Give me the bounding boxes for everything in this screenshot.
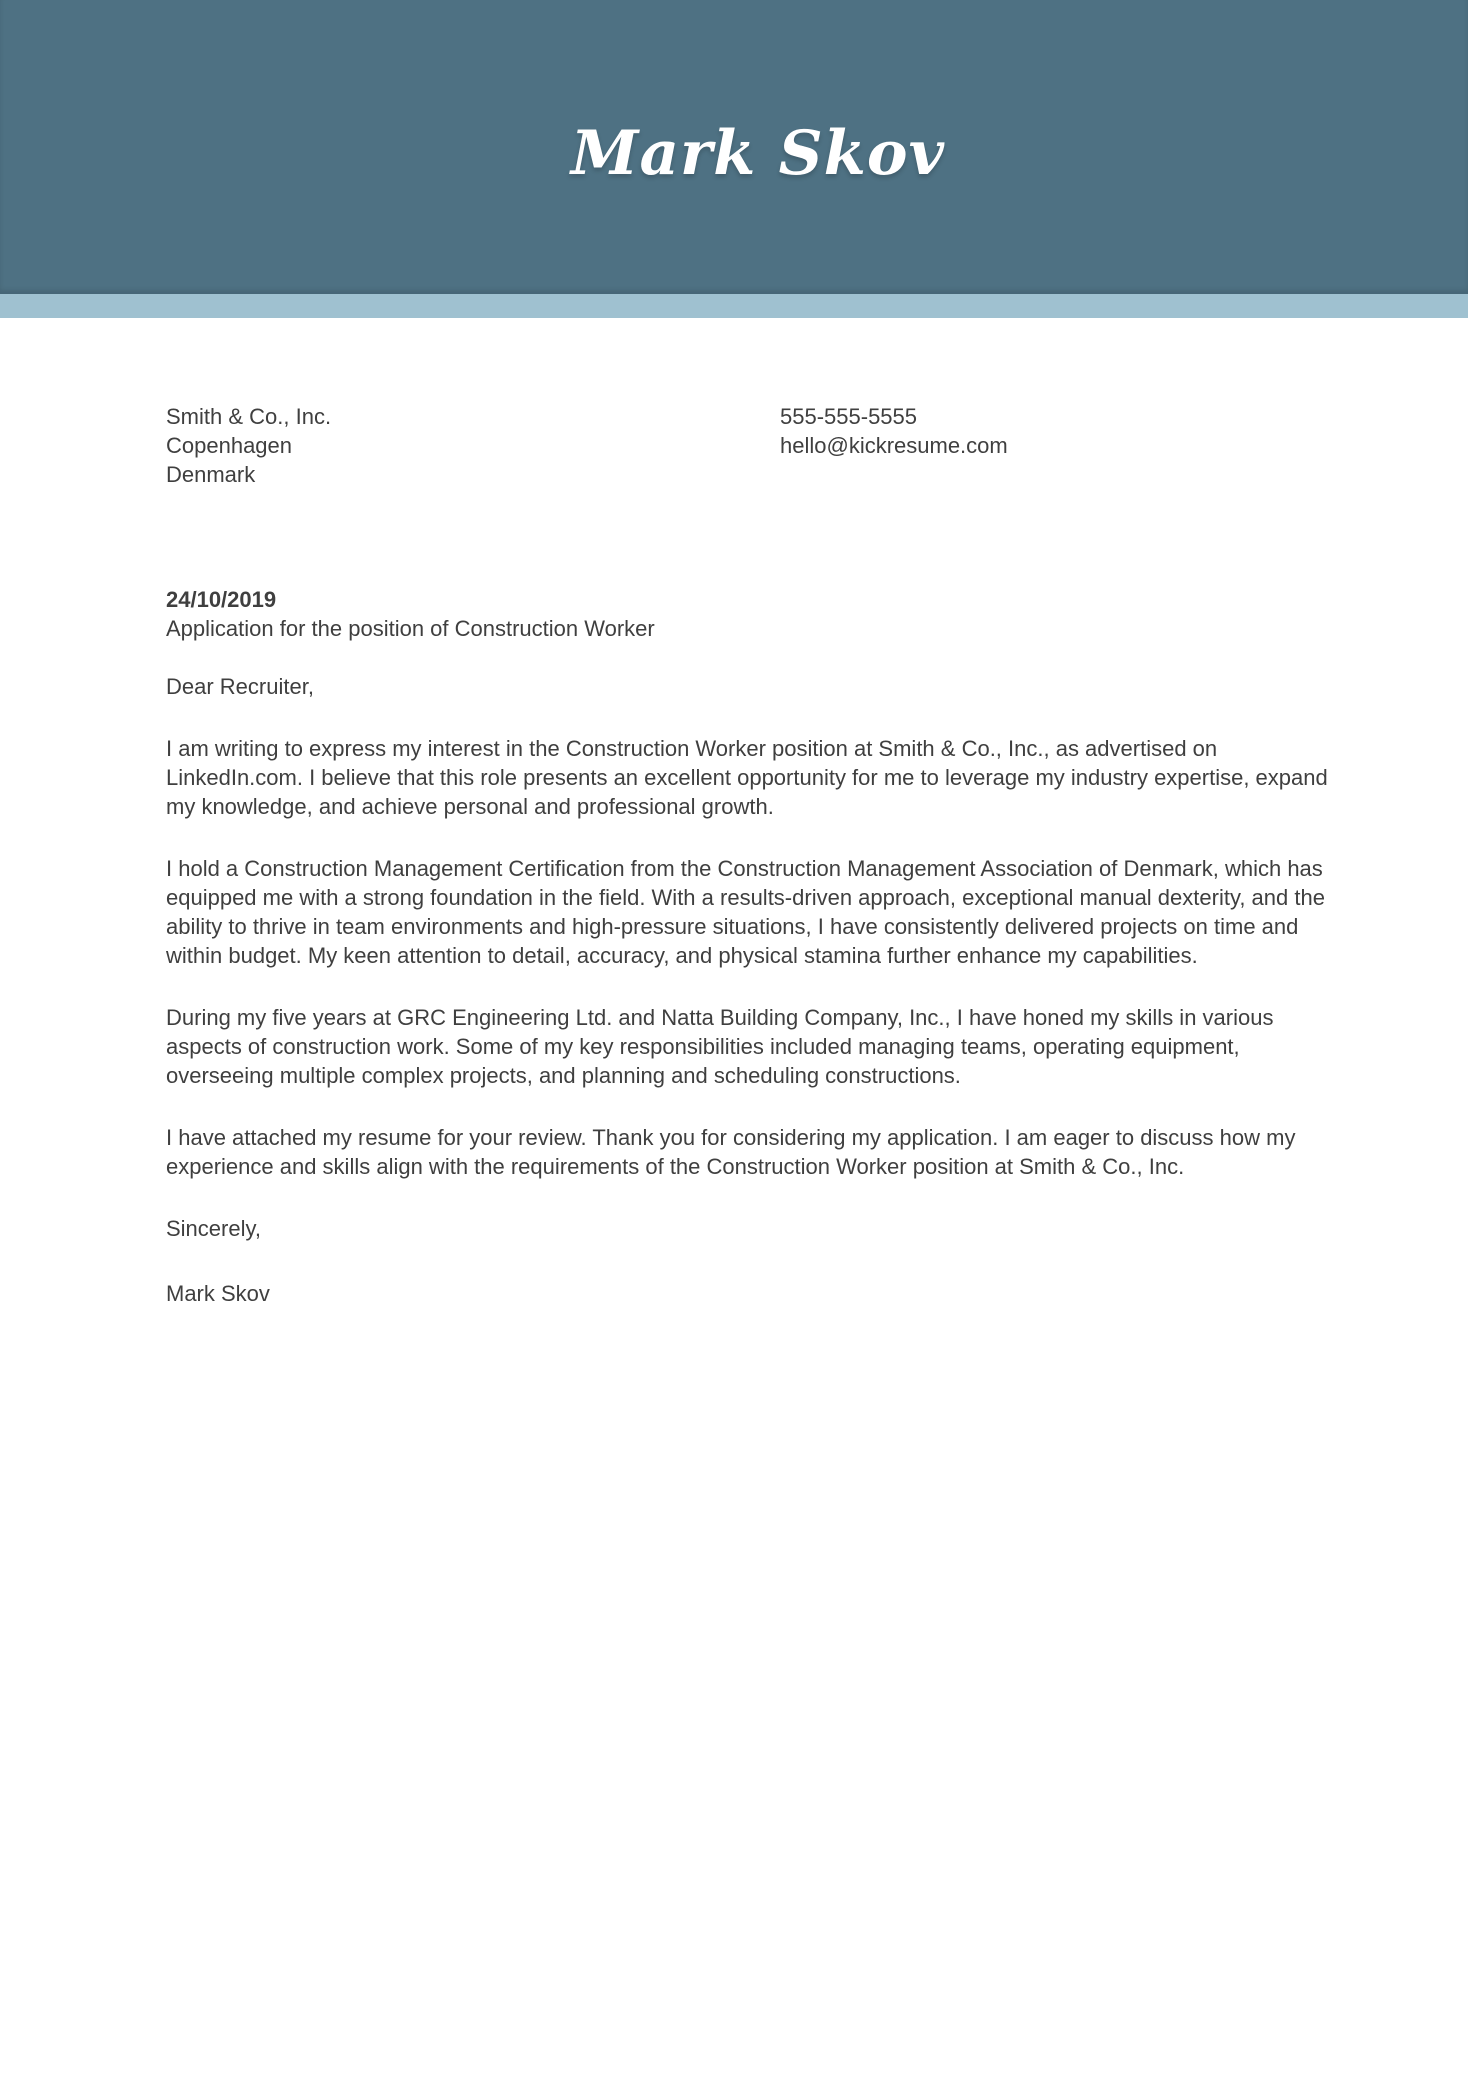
date-text: 24/10/2019 [166, 587, 277, 612]
signature-name: Mark Skov [166, 1281, 270, 1306]
recipient-city: Copenhagen [166, 433, 293, 458]
body-paragraph-2: I hold a Construction Management Certification from the Construction Management Association of Denmark, which has equipped me with a strong foundation in the field. With a results-driven approach, exceptional manual dexterity, and the ability to thrive in team environments and high-pressure situations, I have consistently delivered projects on time and within budget. My keen attention to detail, accuracy, and physical stamina further enhance my capabilities. [166, 856, 1325, 968]
closing: Sincerely, [166, 1216, 261, 1241]
recipient-company: Smith & Co., Inc. [166, 404, 332, 429]
recipient-block [166, 402, 780, 489]
header-banner [0, 0, 1468, 294]
contact-row [166, 402, 1350, 489]
phone-number: 555-555-5555 [780, 404, 918, 429]
recipient-country: Denmark [166, 462, 256, 487]
sender-contact-block [780, 402, 1350, 489]
body-paragraph-4: I have attached my resume for your review. Thank you for considering my application. I am eager to discuss how my experience and skills align with the requirements of the Construction Worker position at Smith & Co., Inc. [166, 1125, 1296, 1179]
accent-strip [0, 294, 1468, 318]
subject-line: Application for the position of Construction Worker [166, 616, 655, 641]
email-address: hello@kickresume.com [780, 433, 1008, 458]
page-title: Mark Skov [570, 117, 946, 189]
letter-content [0, 318, 1468, 1308]
salutation: Dear Recruiter, [166, 674, 314, 699]
body-paragraph-1: I am writing to express my interest in the Construction Worker position at Smith & Co., Inc., as advertised on LinkedIn.com. I believe that this role presents an excellent opportunity for me to leverage my industry expertise, expand my knowledge, and achieve personal and professional growth. [166, 736, 1328, 819]
body-paragraph-3: During my five years at GRC Engineering Ltd. and Natta Building Company, Inc., I have honed my skills in various aspects of construction work. Some of my key responsibilities included managing teams, operating equipment, overseeing multiple complex projects, and planning and scheduling constructions. [166, 1005, 1274, 1088]
